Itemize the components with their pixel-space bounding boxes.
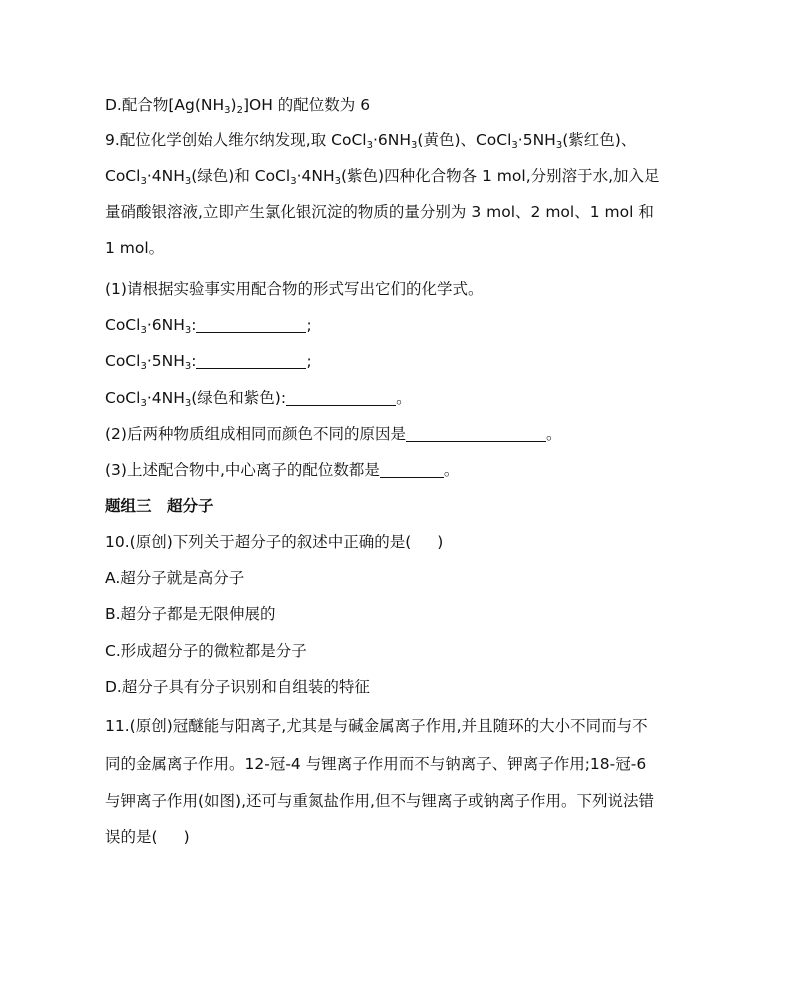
- question-9-subquestion-2: (2)后两种物质组成相同而颜色不同的原因是 。: [105, 425, 562, 443]
- question-10-option-d: D.超分子具有分子识别和自组装的特征: [105, 678, 370, 696]
- section-title: 题组三 超分子: [105, 497, 214, 515]
- question-9-line-2: $CoCl_3\cdot 4NH_3$(绿色)和 $CoCl_3\cdot 4NH_3$(紫色)四种化合物各 1 mol,分别溶于水,加入足: [105, 167, 660, 187]
- formula-line-1: $CoCl_3\cdot 6NH_3$: ;: [105, 316, 312, 336]
- question-9-line-4: 1 mol。: [105, 239, 165, 257]
- question-11-line-4: 误的是( ): [105, 828, 190, 846]
- question-9-line-1: 9.配位化学创始人维尔纳发现,取 $CoCl_3\cdot 6NH_3$(黄色)、$CoCl_3\cdot 5NH_3$(紫红色)、: [105, 131, 637, 151]
- question-10-option-a: A.超分子就是高分子: [105, 569, 245, 587]
- question-11-line-2: 同的金属离子作用。12-冠-4 与锂离子作用而不与钠离子、钾离子作用;18-冠-6: [105, 755, 647, 773]
- answer-blank[interactable]: [380, 462, 444, 478]
- question-10-stem: 10.(原创)下列关于超分子的叙述中正确的是( ): [105, 533, 444, 551]
- question-10-option-c: C.形成超分子的微粒都是分子: [105, 642, 307, 660]
- question-9-subquestion-3: (3)上述配合物中,中心离子的配位数都是 。: [105, 461, 460, 479]
- option-d-line: D.配合物$[Ag(NH_3)_2]OH$ 的配位数为 6: [105, 96, 371, 116]
- question-11-line-3: 与钾离子作用(如图),还可与重氮盐作用,但不与锂离子或钠离子作用。下列说法错: [105, 792, 654, 810]
- answer-blank[interactable]: [196, 317, 306, 333]
- answer-blank[interactable]: [406, 426, 546, 442]
- answer-blank[interactable]: [286, 390, 396, 406]
- formula-line-3: $CoCl_3\cdot 4NH_3$(绿色和紫色): 。: [105, 389, 412, 409]
- formula-line-2: $CoCl_3\cdot 5NH_3$: ;: [105, 352, 312, 372]
- question-10-option-b: B.超分子都是无限伸展的: [105, 605, 276, 623]
- question-9-line-3: 量硝酸银溶液,立即产生氯化银沉淀的物质的量分别为 3 mol、2 mol、1 mol 和: [105, 203, 654, 221]
- answer-blank[interactable]: [196, 353, 306, 369]
- question-9-subquestion-1: (1)请根据实验事实用配合物的形式写出它们的化学式。: [105, 280, 484, 298]
- question-11-line-1: 11.(原创)冠醚能与阳离子,尤其是与碱金属离子作用,并且随环的大小不同而与不: [105, 717, 648, 735]
